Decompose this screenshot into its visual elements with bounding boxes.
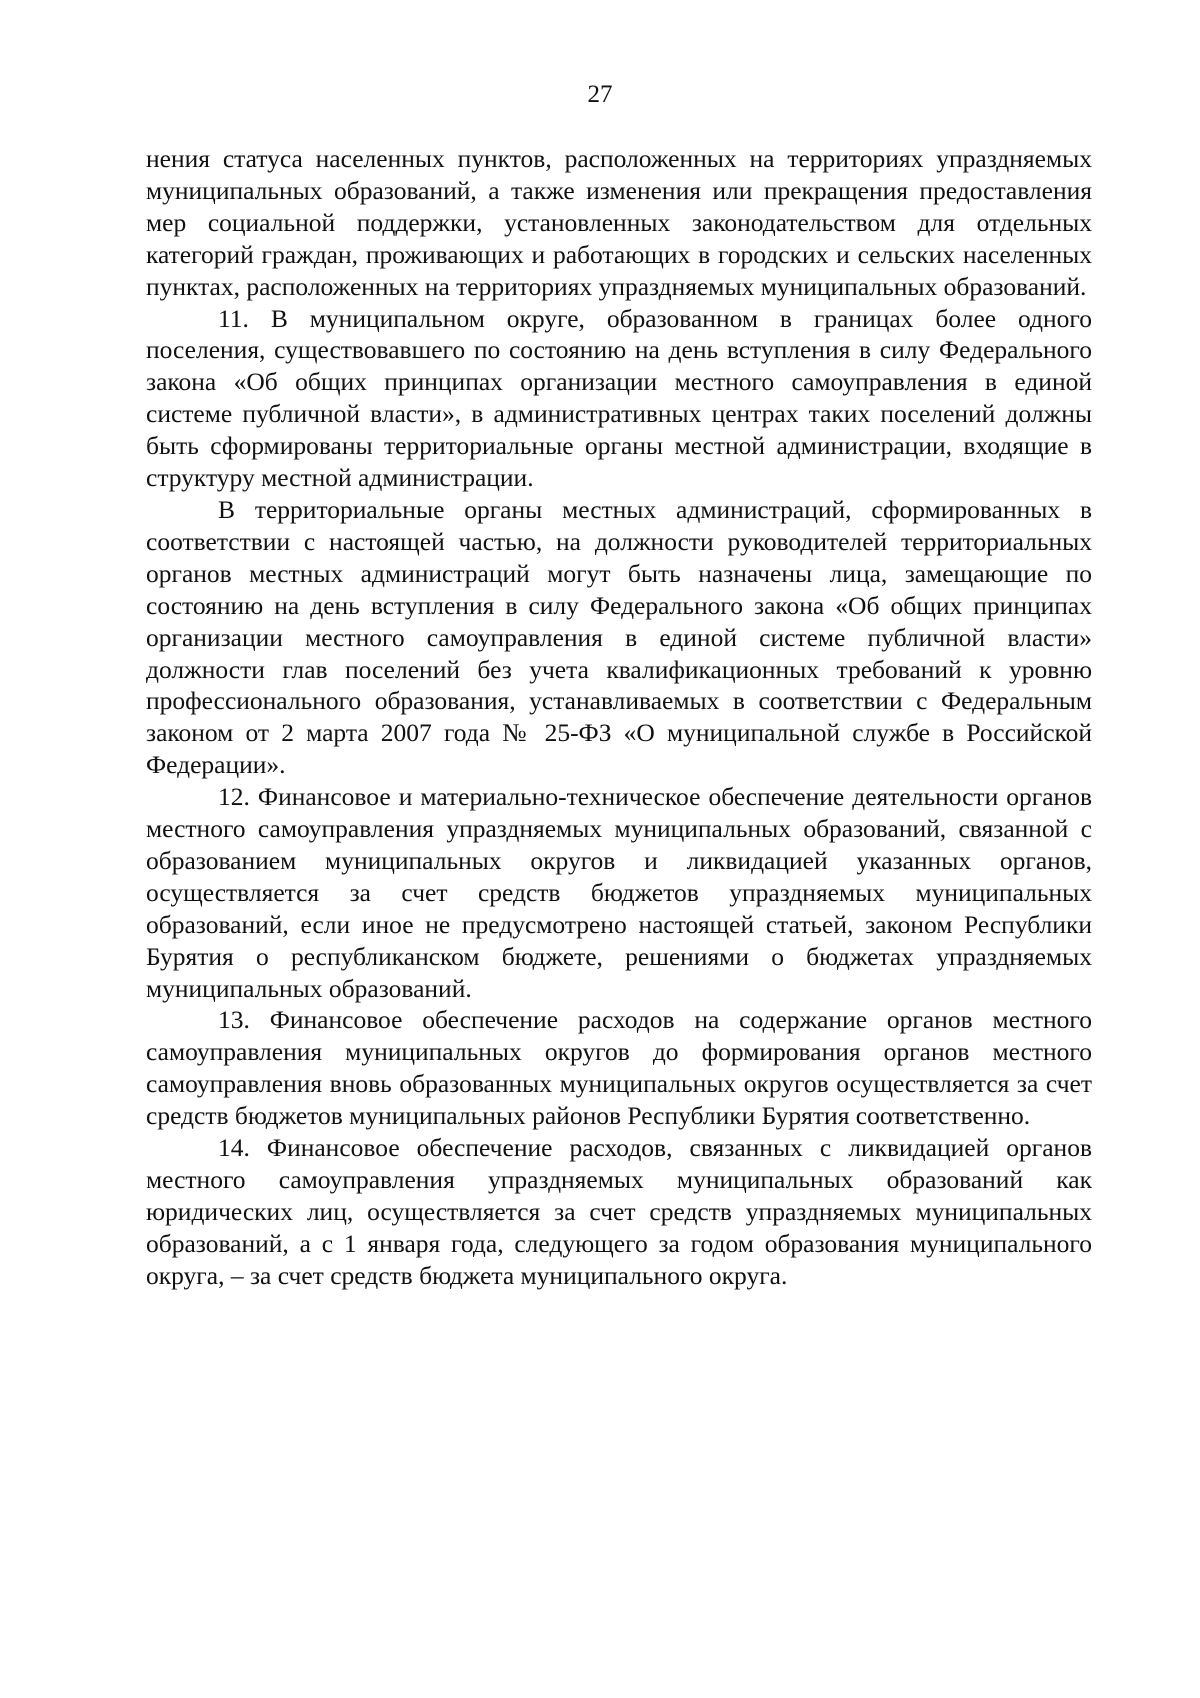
paragraph-item-11-continued: В территориальные органы местных администраций, сформированных в соответствии с настоящей частью, на должности руководителей территориальных органов местных администраций могут быть назначены лица, замещающие по состоянию на день вступления в силу Федерального закона «Об общих принципах организации местного самоуправления в единой системе публичной власти» должности глав поселений без учета квалификационных требований к уровню профессионального образования, устанавливаемых в соответствии с Федеральным законом от 2 марта 2007 года № 25-ФЗ «О муниципальной службе в Российской Федерации». — [146, 494, 1092, 780]
paragraph-item-12: 12. Финансовое и материально-техническое обеспечение деятельности органов местного самоуправления упраздняемых муниципальных образований, связанной с образованием муниципальных округов и ликвидацией указанных органов, осуществляется за счет средств бюджетов упраздняемых муниципальных образований, если иное не предусмотрено настоящей статьей, законом Республики Бурятия о республиканском бюджете, решениями о бюджетах упраздняемых муниципальных образований. — [146, 782, 1092, 1003]
paragraph-item-14: 14. Финансовое обеспечение расходов, связанных с ликвидацией органов местного самоуправления упраздняемых муниципальных образований как юридических лиц, осуществляется за счет средств упраздняемых муниципальных образований, а с 1 января года, следующего за годом образования муниципального округа, – за счет средств бюджета муниципального округа. — [146, 1133, 1092, 1290]
page-number: 27 — [587, 81, 613, 108]
paragraph-continuation: нения статуса населенных пунктов, расположенных на территориях упраздняемых муниципальных образований, а также изменения или прекращения предоставления мер социальной поддержки, установленных законодательством для отдельных категорий граждан, проживающих и работающих в городских и сельских населенных пунктах, расположенных на территориях упраздняемых муниципальных образований. — [146, 144, 1092, 301]
paragraph-item-13: 13. Финансовое обеспечение расходов на содержание органов местного самоуправления муниципальных округов до формирования органов местного самоуправления вновь образованных муниципальных округов осуществляется за счет средств бюджетов муниципальных районов Республики Бурятия соответственно. — [146, 1005, 1092, 1131]
paragraph-item-11: 11. В муниципальном округе, образованном в границах более одного поселения, существовавшего по состоянию на день вступления в силу Федерального закона «Об общих принципах организации местного самоуправления в единой системе публичной власти», в административных центрах таких поселений должны быть сформированы территориальные органы местной администрации, входящие в структуру местной администрации. — [146, 303, 1092, 493]
document-body — [146, 143, 1092, 1292]
